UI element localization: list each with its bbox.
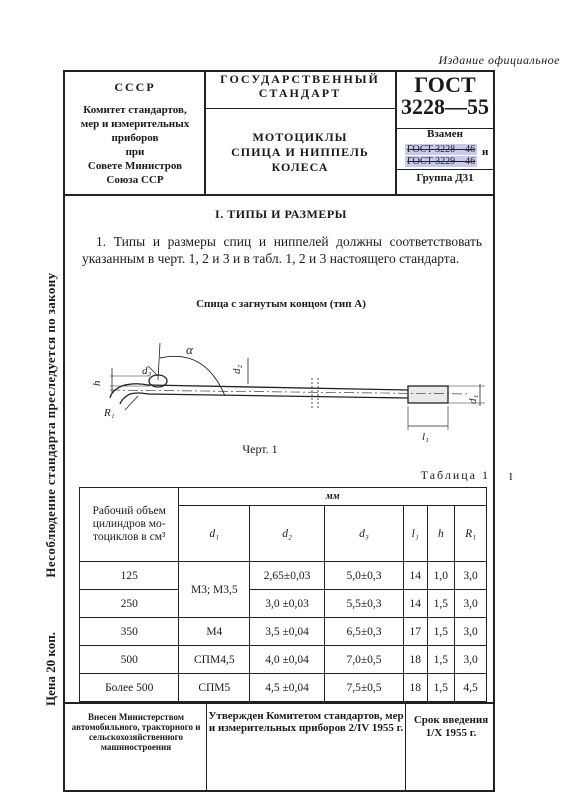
- replaces-label: Взамен: [427, 128, 463, 140]
- label-l1: l₁: [422, 431, 429, 443]
- figure-number: Черт. 1: [242, 442, 278, 456]
- table-row: 250 3,0 ±0,03 5,5±0,3 14 1,5 3,0: [80, 590, 487, 618]
- label-d1: d₁: [467, 394, 479, 404]
- label-r1: R₁: [104, 407, 115, 419]
- spoke-drawing: [90, 318, 490, 443]
- replaced-standard-1: ГОСТ 3228—46: [407, 144, 476, 155]
- side-notice: Несоблюдение стандарта преследуется по закону: [43, 272, 58, 578]
- committee-name: Комитет стандартов, мер и измерительных приборов при Совете Министров Союза ССР: [80, 104, 190, 186]
- col-r1: R₁: [455, 506, 487, 562]
- header-volume: Рабочий объем цилиндров мотоциклов в см³: [80, 488, 179, 562]
- col-d1: d₁: [179, 506, 250, 562]
- label-h: h: [91, 380, 103, 386]
- col-h: h: [427, 506, 455, 562]
- ussr-label: СССР: [114, 80, 156, 94]
- table-label: Таблица 1: [420, 468, 490, 482]
- introduced-by: Внесен Министерством автомобильного, тракторного и сельскохозяйственного машиностроения: [71, 712, 201, 752]
- label-d2: d₂: [231, 364, 243, 374]
- col-d2: d₂: [250, 506, 325, 562]
- standard-title: ГОСУДАРСТВЕННЫЙ СТАНДАРТ: [220, 72, 380, 100]
- replaced-standard-2: ГОСТ 3229—46: [407, 156, 476, 167]
- approved-by: Утвержден Комитетом стандартов, мер и измерительных приборов 2/IV 1955 г.: [208, 710, 404, 734]
- margin-mark: I: [509, 471, 513, 483]
- product-title: МОТОЦИКЛЫ СПИЦА И НИППЕЛЬ КОЛЕСА: [231, 130, 369, 174]
- header-unit: мм: [179, 488, 487, 506]
- col-l1: l₁: [403, 506, 427, 562]
- label-d3: d₃: [142, 365, 152, 377]
- price: Цена 20 коп.: [43, 632, 58, 706]
- paragraph-1: 1. Типы и размеры спиц и ниппелей должны соответствовать указанным в черт. 1, 2 и 3 и в табл. 1, 2 и 3 настоящего стандарта.: [82, 234, 482, 266]
- table-row: Более 500 СПМ5 4,5 ±0,04 7,5±0,5 18 1,5 4,5: [80, 674, 487, 702]
- col-d3: d₃: [325, 506, 404, 562]
- table-row: 500 СПМ4,5 4,0 ±0,04 7,0±0,5 18 1,5 3,0: [80, 646, 487, 674]
- section-title: I. ТИПЫ И РАЗМЕРЫ: [215, 207, 347, 221]
- label-alpha: α: [186, 342, 193, 357]
- figure-caption: Спица с загнутым концом (тип А): [196, 298, 366, 310]
- gost-number: ГОСТ 3228—55: [401, 72, 489, 119]
- edition-note: Издание официальное: [438, 53, 560, 67]
- effective-date: Срок введения 1/X 1955 г.: [413, 714, 489, 739]
- dimensions-table: [79, 487, 487, 702]
- group-code: Группа Д31: [416, 172, 474, 184]
- table-row: 350 М4 3,5 ±0,04 6,5±0,3 17 1,5 3,0: [80, 618, 487, 646]
- table-row: 125 М3; М3,5 2,65±0,03 5,0±0,3 14 1,0 3,0: [80, 562, 487, 590]
- merged-d1: М3; М3,5: [179, 562, 250, 618]
- replaces-and: и: [482, 146, 489, 158]
